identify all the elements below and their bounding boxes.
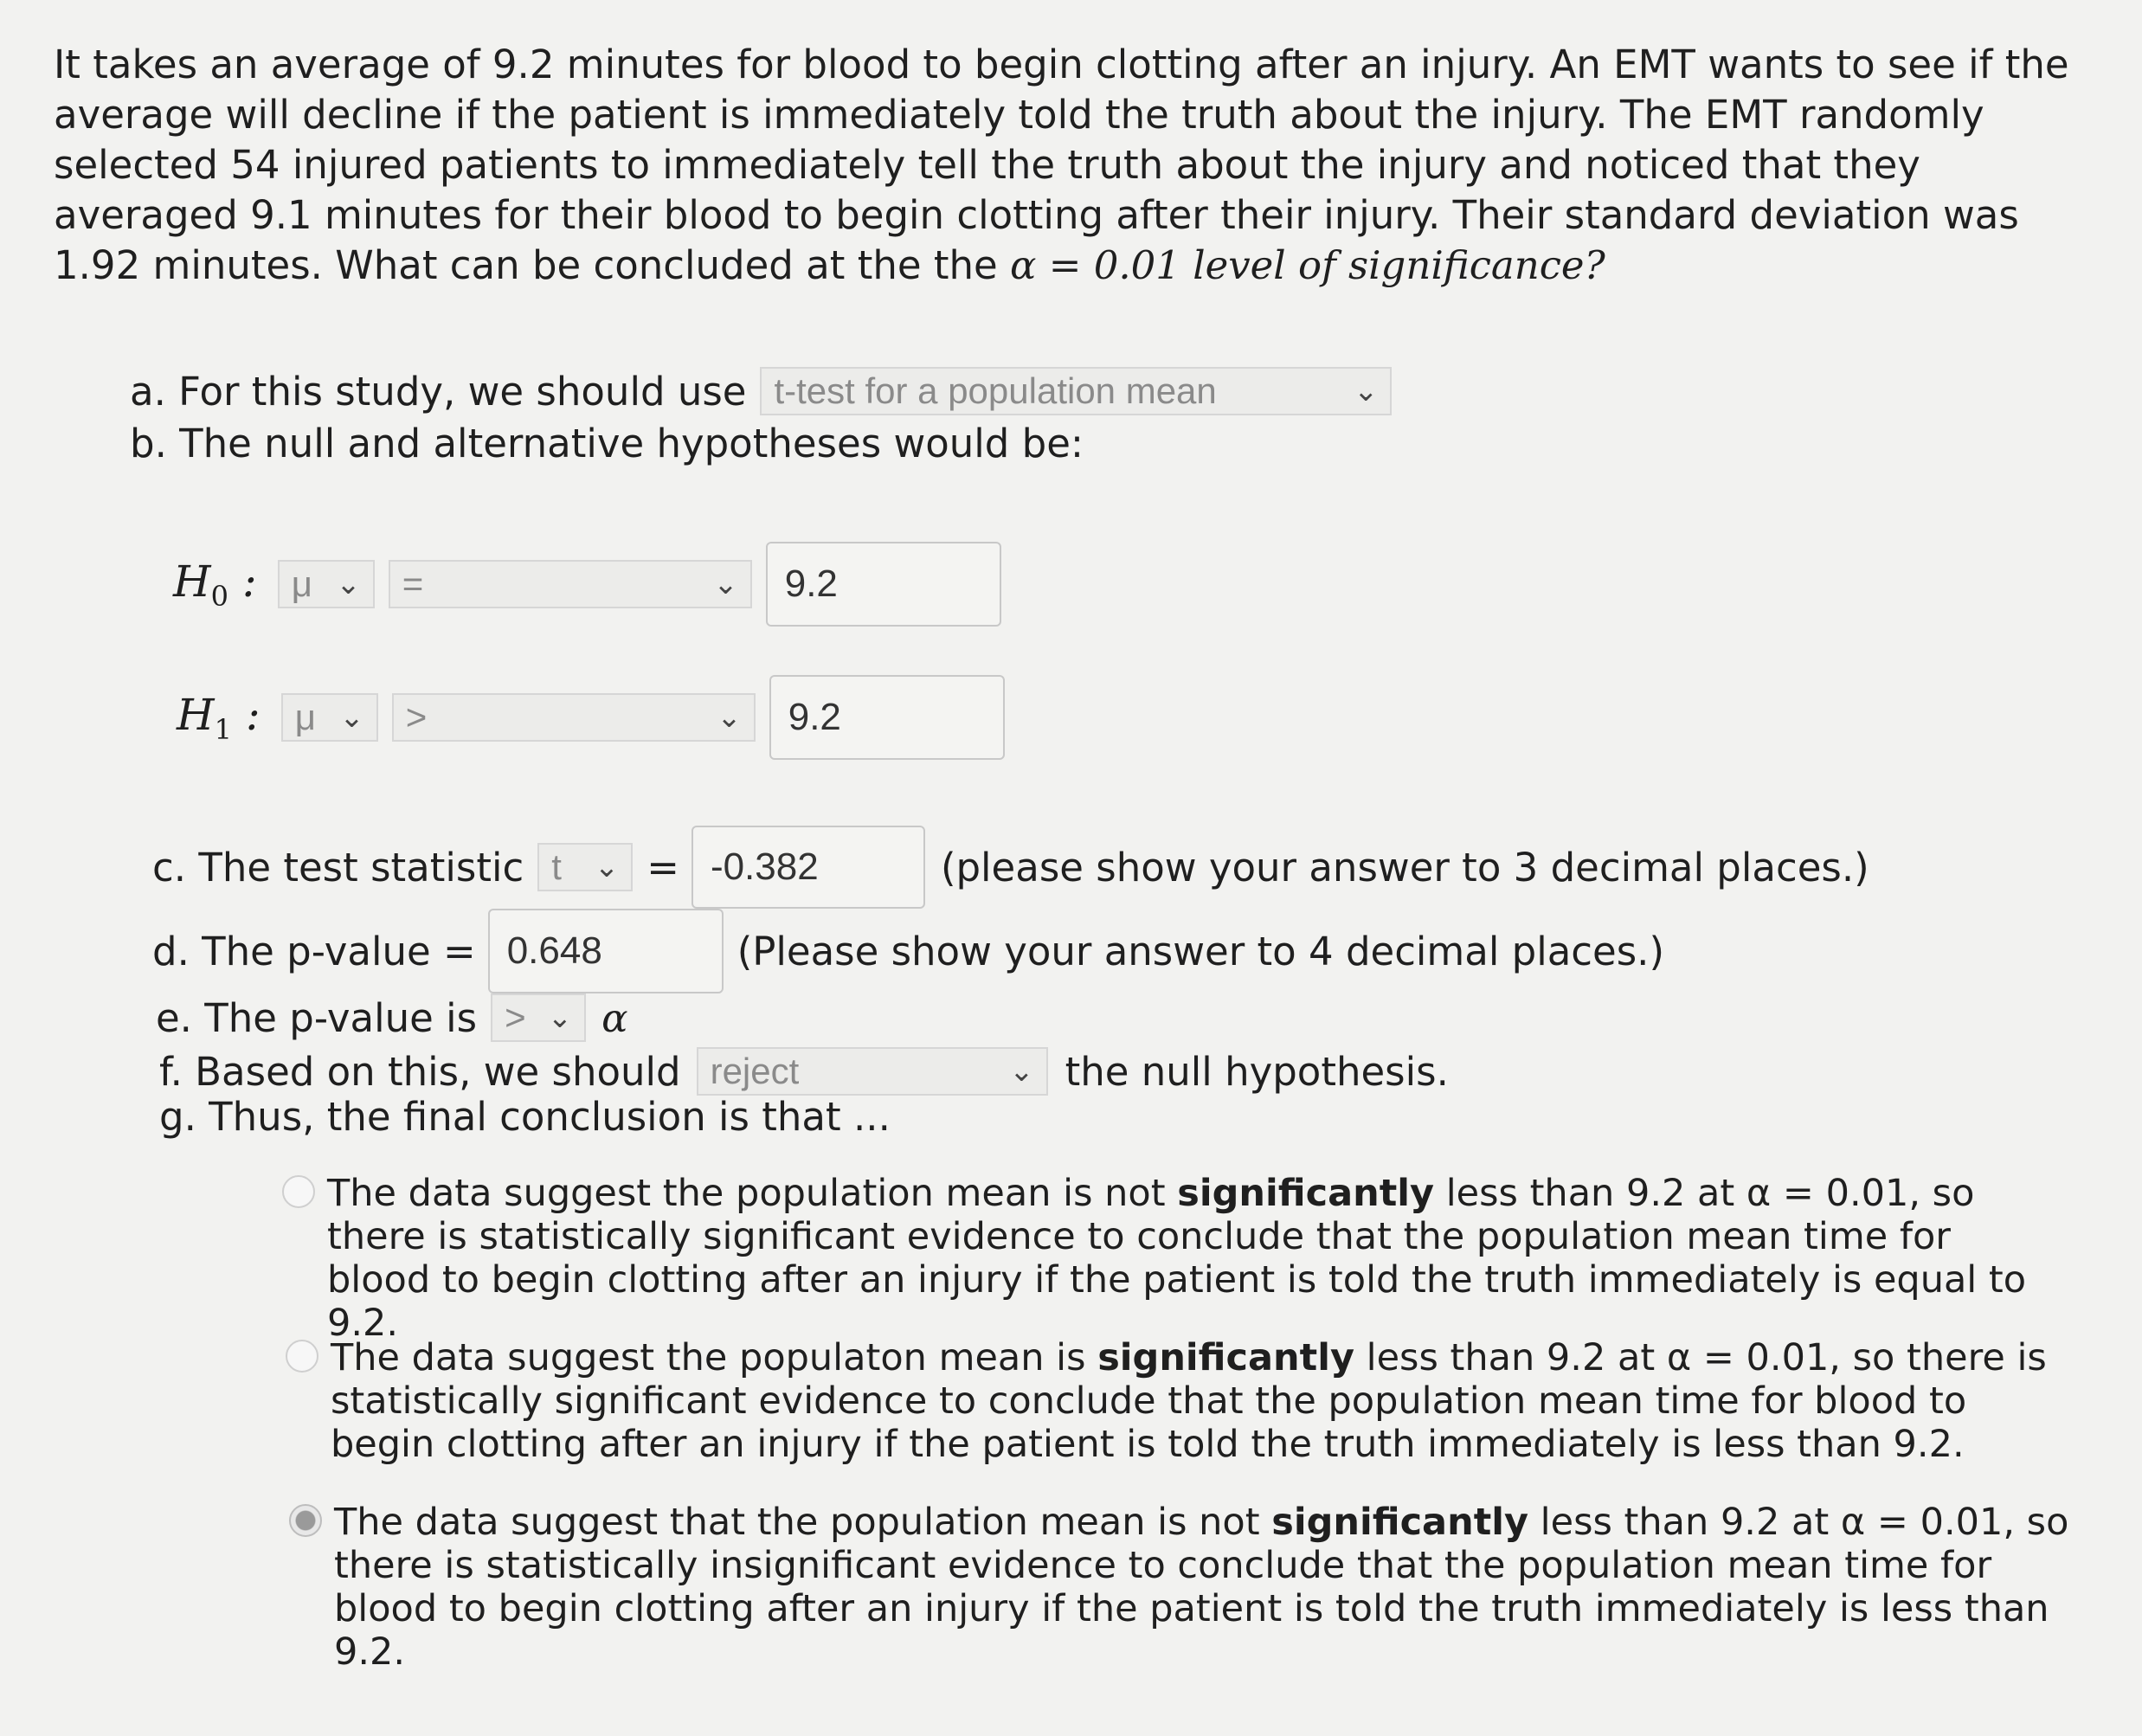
h0-parameter-select[interactable]	[278, 560, 375, 608]
part-e-row	[156, 993, 627, 1042]
part-c-row	[152, 826, 1869, 909]
decision-select[interactable]	[697, 1047, 1048, 1096]
conclusion-option-2[interactable]	[286, 1336, 2068, 1466]
h1-relation-value: >	[405, 697, 428, 737]
chevron-down-icon: ⌄	[594, 851, 620, 884]
h0-label: $H_0$ :	[173, 556, 257, 613]
test-type-value: t-test for a population mean	[774, 370, 1217, 411]
option-2-text: The data suggest the populaton mean is significantly less than 9.2 at α = 0.01, so there is statistically significant evidence to conclude that the population mean time for blood to begin clotting after an injury if the patient is told the truth immediately is less than 9.2.	[331, 1336, 2047, 1466]
part-a-label: a. For this study, we should use	[130, 368, 747, 415]
option-1-text: The data suggest the population mean is not significantly less than 9.2 at α = 0.01, so there is statistically significant evidence to conclude that the population mean time for blood to begin clotting after an injury if the patient is told the truth immediately is equal to 9.2.	[327, 1172, 2027, 1345]
part-f-tail: the null hypothesis.	[1065, 1048, 1449, 1095]
chevron-down-icon: ⌄	[1009, 1055, 1034, 1088]
part-b-label: b. The null and alternative hypotheses would be:	[130, 421, 1084, 466]
part-c-label: c. The test statistic	[152, 844, 524, 891]
h0-value-input[interactable]: 9.2	[766, 542, 1001, 627]
chevron-down-icon: ⌄	[336, 568, 361, 601]
h1-label: $H_1$ :	[177, 689, 261, 746]
h0-relation-select[interactable]	[389, 560, 752, 608]
p-value-comparison-select[interactable]	[491, 993, 586, 1042]
part-f-label: f. Based on this, we should	[159, 1048, 681, 1095]
part-e-alpha: α	[601, 994, 628, 1041]
part-g-row	[159, 1094, 891, 1140]
h1-row	[177, 675, 1005, 760]
part-c-equals: =	[646, 844, 679, 891]
test-statistic-select[interactable]	[537, 843, 633, 891]
conclusion-option-1[interactable]	[282, 1172, 2065, 1345]
test-statistic-input[interactable]: -0.382	[691, 826, 925, 909]
part-b-row	[130, 421, 1084, 466]
radio-button-3-selected[interactable]	[289, 1504, 322, 1537]
part-d-label: d. The p-value =	[152, 928, 476, 974]
radio-button-1[interactable]	[282, 1175, 315, 1208]
part-d-row	[152, 909, 1664, 993]
chevron-down-icon: ⌄	[339, 701, 364, 734]
option-3-text: The data suggest that the population mean is not significantly less than 9.2 at α = 0.01, so there is statistically insignificant evidence to conclude that the population mean time for blood to begin clotting after an injury if the patient is told the truth immediately is less than 9.2.	[334, 1501, 2069, 1674]
p-value-comparison-value: >	[505, 997, 526, 1038]
p-value-input[interactable]: 0.648	[488, 909, 724, 993]
conclusion-option-3[interactable]	[289, 1501, 2072, 1674]
test-statistic-value: t	[551, 846, 562, 887]
h0-parameter-value: μ	[291, 563, 312, 604]
h1-relation-select[interactable]	[392, 693, 756, 742]
h0-row	[173, 542, 1001, 627]
h1-parameter-value: μ	[294, 697, 316, 737]
radio-button-2[interactable]	[286, 1340, 318, 1373]
part-e-label: e. The p-value is	[156, 994, 478, 1041]
h1-parameter-select[interactable]	[281, 693, 378, 742]
question-alpha: α = 0.01 level of significance?	[1010, 242, 1605, 288]
part-g-label: g. Thus, the final conclusion is that ...	[159, 1094, 891, 1140]
h0-relation-value: =	[402, 563, 424, 604]
chevron-down-icon: ⌄	[1353, 375, 1379, 408]
chevron-down-icon: ⌄	[717, 701, 742, 734]
h1-value-input[interactable]: 9.2	[769, 675, 1005, 760]
chevron-down-icon: ⌄	[713, 568, 738, 601]
test-type-select[interactable]	[760, 367, 1392, 415]
decision-value: reject	[710, 1051, 800, 1091]
part-c-note: (please show your answer to 3 decimal places.)	[940, 844, 1869, 891]
question-text	[54, 40, 2113, 291]
part-d-note: (Please show your answer to 4 decimal places.)	[737, 928, 1665, 974]
part-f-row	[159, 1047, 1449, 1096]
question-body: It takes an average of 9.2 minutes for blood to begin clotting after an injury. An EMT wants to see if the average will decline if the patient is immediately told the truth about the injury. The EMT randomly selected 54 injured patients to immediately tell the truth about the injury and noticed that they averaged 9.1 minutes for their blood to begin clotting after their injury. Their standard deviation was 1.92 minutes. What can be concluded at the the	[54, 42, 2069, 288]
part-a-row	[130, 367, 1392, 415]
chevron-down-icon: ⌄	[547, 1001, 573, 1034]
